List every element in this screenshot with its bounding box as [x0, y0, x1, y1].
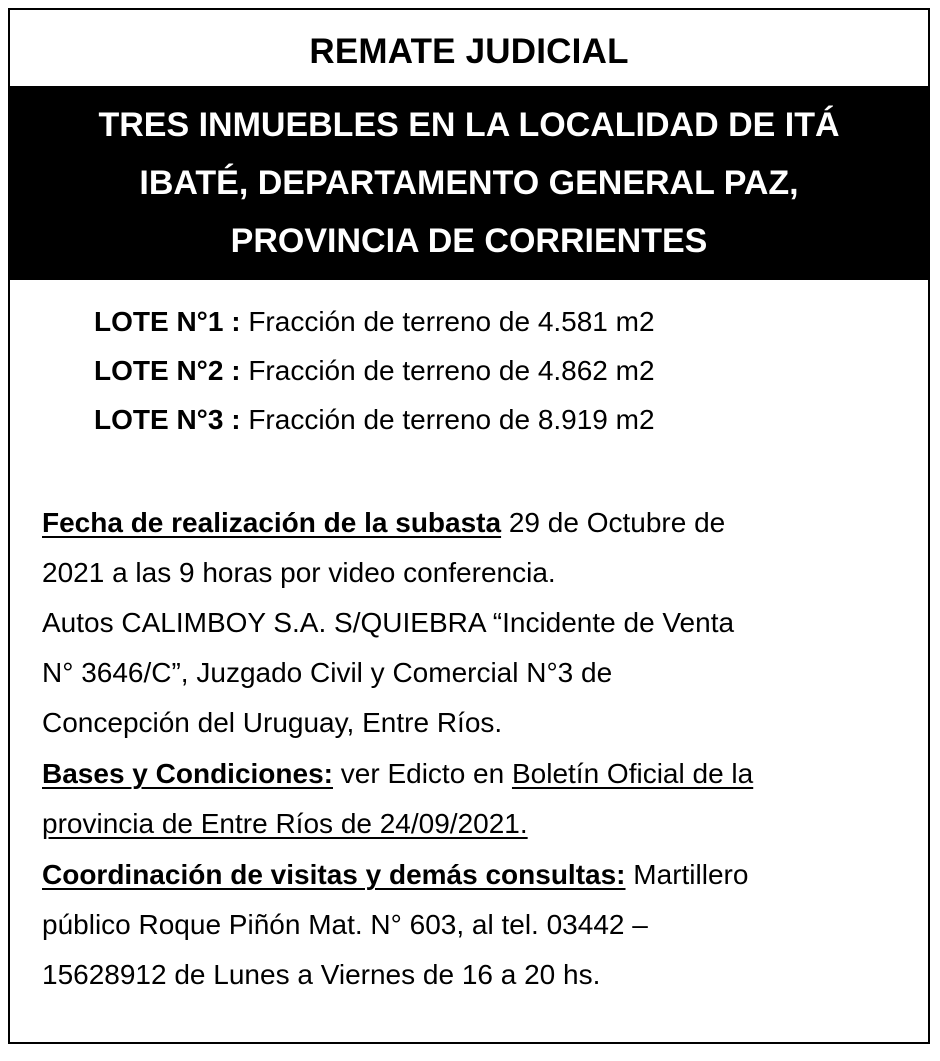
notice-title: REMATE JUDICIAL: [309, 32, 629, 71]
auction-date-continued: 2021 a las 9 horas por video conferencia.: [42, 557, 556, 588]
bases-text: ver Edicto en: [332, 758, 512, 789]
case-line-3: Concepción del Uruguay, Entre Ríos.: [42, 707, 503, 738]
lot-3: [94, 402, 655, 438]
contact-line-3: 15628912 de Lunes a Viernes de 16 a 20 hs.: [42, 959, 601, 990]
contact-text: Martillero: [625, 859, 749, 890]
lot-1-label: LOTE N°1 :: [94, 306, 241, 337]
lot-2-text: Fracción de terreno de 4.862 m2: [240, 355, 655, 386]
property-banner: [10, 86, 928, 280]
bases-label: Bases y Condiciones:: [42, 758, 333, 789]
lot-2-label: LOTE N°2 :: [94, 355, 241, 386]
boletin-oficial-link: Boletín Oficial de la: [511, 758, 754, 789]
lot-2: [94, 353, 655, 389]
lot-3-label: LOTE N°3 :: [94, 404, 241, 435]
case-line-1: Autos CALIMBOY S.A. S/QUIEBRA “Incidente de Venta: [42, 607, 735, 638]
banner-line-3: PROVINCIA DE CORRIENTES: [230, 222, 708, 260]
banner-line-2: IBATÉ, DEPARTAMENTO GENERAL PAZ,: [139, 164, 799, 202]
contact-label: Coordinación de visitas y demás consultas:: [42, 859, 626, 890]
auction-date-line: [42, 505, 725, 541]
contact-line: [42, 857, 748, 893]
case-line-2: N° 3646/C”, Juzgado Civil y Comercial N°3 de: [42, 657, 613, 688]
notice-frame: [8, 8, 930, 1044]
lot-1-text: Fracción de terreno de 4.581 m2: [240, 306, 655, 337]
contact-line-2: público Roque Piñón Mat. N° 603, al tel. 03442 –: [42, 909, 648, 940]
bases-line-continued: [42, 806, 528, 842]
banner-line-1: TRES INMUEBLES EN LA LOCALIDAD DE ITÁ: [98, 106, 840, 144]
bases-line: [42, 756, 753, 792]
auction-date-label: Fecha de realización de la subasta: [42, 507, 502, 538]
auction-date-text: 29 de Octubre de: [501, 507, 726, 538]
lot-1: [94, 304, 655, 340]
boletin-oficial-link-continued: provincia de Entre Ríos de 24/09/2021.: [42, 808, 528, 839]
lot-3-text: Fracción de terreno de 8.919 m2: [240, 404, 655, 435]
